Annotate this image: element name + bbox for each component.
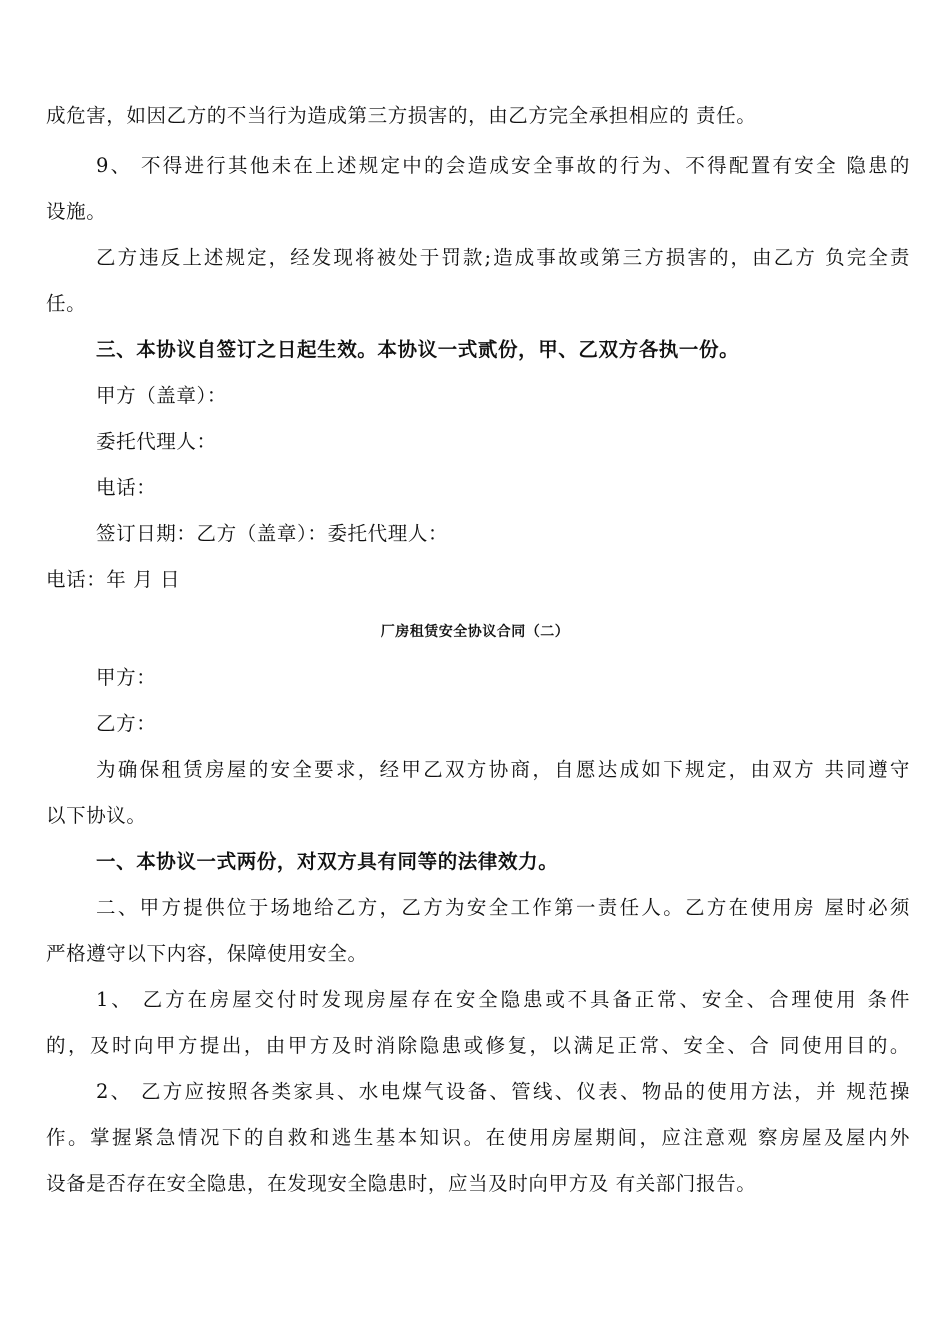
signature-field: 甲方（盖章）：	[96, 384, 227, 407]
paragraph-line: 二、甲方提供位于场地给乙方，乙方为安全工作第一责任人。乙方在使用房 屋时必须	[96, 896, 910, 919]
party-field: 乙方：	[96, 712, 157, 735]
paragraph-line: 为确保租赁房屋的安全要求，经甲乙双方协商，自愿达成如下规定，由双方 共同遵守	[96, 758, 910, 781]
paragraph-line: 2、 乙方应按照各类家具、水电煤气设备、管线、仪表、物品的使用方法，并 规范操	[96, 1080, 910, 1103]
signature-field: 电话：	[96, 476, 157, 499]
paragraph-line: 乙方违反上述规定，经发现将被处于罚款;造成事故或第三方损害的，由乙方 负完全责	[96, 246, 910, 269]
party-field: 甲方：	[96, 666, 157, 689]
paragraph-line: 9、 不得进行其他未在上述规定中的会造成安全事故的行为、不得配置有安全 隐患的	[96, 154, 910, 177]
clause-heading: 三、本协议自签订之日起生效。本协议一式贰份，甲、乙双方各执一份。	[96, 338, 740, 361]
paragraph-line: 成危害，如因乙方的不当行为造成第三方损害的，由乙方完全承担相应的 责任。	[46, 104, 757, 127]
clause-heading: 一、本协议一式两份，对双方具有同等的法律效力。	[96, 850, 559, 873]
paragraph-line: 作。掌握紧急情况下的自救和逃生基本知识。在使用房屋期间，应注意观 察房屋及屋内外	[46, 1126, 910, 1149]
paragraph-line: 任。	[46, 292, 87, 315]
paragraph-line: 以下协议。	[46, 804, 147, 827]
paragraph-line: 的，及时向甲方提出，由甲方及时消除隐患或修复，以满足正常、安全、合 同使用目的。	[46, 1034, 910, 1057]
signature-field: 电话：年 月 日	[46, 568, 181, 591]
paragraph-line: 设备是否存在安全隐患，在发现安全隐患时，应当及时向甲方及 有关部门报告。	[46, 1172, 757, 1195]
paragraph-line: 设施。	[46, 200, 107, 223]
signature-field: 委托代理人：	[96, 430, 217, 453]
signature-field: 签订日期：乙方（盖章）：委托代理人：	[96, 522, 449, 545]
paragraph-line: 严格遵守以下内容，保障使用安全。	[46, 942, 368, 965]
section-title: 厂房租赁安全协议合同（二）	[380, 624, 570, 640]
paragraph-line: 1、 乙方在房屋交付时发现房屋存在安全隐患或不具备正常、安全、合理使用 条件	[96, 988, 910, 1011]
